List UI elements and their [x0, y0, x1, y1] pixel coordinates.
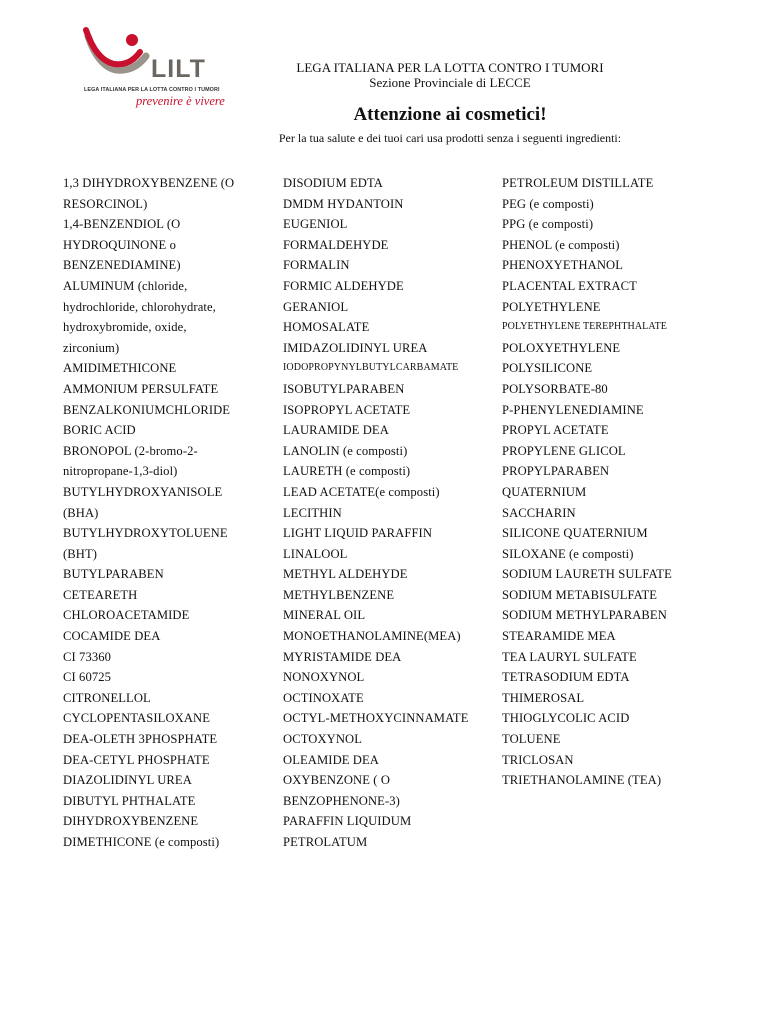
- ingredient-item: DIAZOLIDINYL UREA: [63, 773, 192, 788]
- ingredient-item: 1,4-BENZENDIOL (O: [63, 217, 181, 232]
- ingredient-item: POLYSORBATE-80: [502, 381, 608, 396]
- ingredient-item: SACCHARIN: [502, 505, 576, 520]
- ingredient-item: METHYL ALDEHYDE: [283, 567, 408, 582]
- ingredient-item: PETROLEUM DISTILLATE: [502, 176, 654, 190]
- ingredient-item: (BHT): [63, 546, 98, 561]
- ingredient-item: OLEAMIDE DEA: [283, 752, 379, 767]
- ingredient-item: LIGHT LIQUID PARAFFIN: [283, 526, 433, 541]
- ingredient-item: DISODIUM EDTA: [283, 176, 383, 190]
- ingredient-item: POLOXYETHYLENE: [502, 340, 621, 355]
- ingredient-item: BORIC ACID: [63, 423, 136, 438]
- ingredient-item: PROPYLENE GLICOL: [502, 443, 626, 458]
- ingredient-item: PROPYL ACETATE: [502, 423, 609, 438]
- ingredient-item: PHENOXYETHANOL: [502, 258, 624, 273]
- ingredient-item: OCTYL-METHOXYCINNAMATE: [283, 711, 469, 726]
- ingredient-item: HOMOSALATE: [283, 320, 370, 335]
- ingredient-item: ALUMINUM (chloride,: [63, 278, 188, 293]
- ingredient-item: BENZENEDIAMINE): [63, 258, 181, 273]
- ingredient-item: COCAMIDE DEA: [63, 629, 161, 644]
- ingredient-item: FORMIC ALDEHYDE: [283, 278, 404, 293]
- ingredient-item: PEG (e composti): [502, 196, 594, 211]
- ingredient-item: PETROLATUM: [283, 835, 368, 849]
- page-title: Attenzione ai cosmetici!: [353, 104, 547, 125]
- ingredient-item: PROPYLPARABEN: [502, 464, 610, 479]
- ingredient-item: MYRISTAMIDE DEA: [283, 649, 402, 664]
- ingredient-item: QUATERNIUM: [502, 484, 587, 499]
- ingredient-item: GERANIOL: [283, 299, 349, 314]
- ingredient-item: hydroxybromide, oxide,: [63, 320, 187, 335]
- ingredient-item: TETRASODIUM EDTA: [502, 670, 630, 685]
- logo-subtitle: LEGA ITALIANA PER LA LOTTA CONTRO I TUMORI: [84, 87, 220, 93]
- ingredient-item: DIMETHICONE (e composti): [63, 835, 220, 849]
- ingredient-item: LEAD ACETATE(e composti): [283, 484, 440, 499]
- ingredient-item: PLACENTAL EXTRACT: [502, 278, 637, 293]
- ingredient-item: SODIUM METHYLPARABEN: [502, 608, 667, 623]
- ingredient-item: BUTYLHYDROXYTOLUENE: [63, 526, 228, 541]
- ingredient-item: BRONOPOL (2-bromo-2-: [63, 443, 198, 458]
- ingredient-item: MINERAL OIL: [283, 608, 366, 623]
- ingredient-item: IMIDAZOLIDINYL UREA: [283, 340, 428, 355]
- lilt-emblem-icon: [80, 26, 160, 86]
- ingredient-item: LAURAMIDE DEA: [283, 423, 389, 438]
- ingredient-item: PARAFFIN LIQUIDUM: [283, 814, 412, 829]
- ingredient-item: SODIUM LAURETH SULFATE: [502, 567, 672, 582]
- ingredient-item: CHLOROACETAMIDE: [63, 608, 190, 623]
- ingredient-item: BUTYLPARABEN: [63, 567, 164, 582]
- ingredient-item: PHENOL (e composti): [502, 237, 620, 252]
- ingredient-item: POLYSILICONE: [502, 361, 593, 376]
- ingredient-item: HYDROQUINONE o: [63, 237, 176, 252]
- ingredient-item: AMIDIMETHICONE: [63, 361, 177, 376]
- ingredient-item: AMMONIUM PERSULFATE: [63, 381, 219, 396]
- ingredient-item: zirconium): [63, 340, 120, 355]
- ingredient-item: LECITHIN: [283, 505, 342, 520]
- ingredient-column-1: [63, 173, 278, 853]
- ingredient-item: BENZOPHENONE-3): [283, 793, 400, 808]
- ingredient-item: LANOLIN (e composti): [283, 443, 408, 458]
- ingredient-item: ISOPROPYL ACETATE: [283, 402, 411, 417]
- ingredient-item: CITRONELLOL: [63, 690, 151, 705]
- ingredient-item: P-PHENYLENEDIAMINE: [502, 402, 644, 417]
- ingredient-item: SILICONE QUATERNIUM: [502, 526, 648, 541]
- intro-text: Per la tua salute e dei tuoi cari usa prodotti senza i seguenti ingredienti:: [278, 131, 622, 145]
- ingredient-item: FORMALIN: [283, 258, 350, 273]
- ingredient-item: TRIETHANOLAMINE (TEA): [502, 773, 662, 788]
- ingredient-item: LAURETH (e composti): [283, 464, 411, 479]
- organization-section: Sezione Provinciale di LECCE: [369, 75, 531, 90]
- lilt-logo: [80, 26, 232, 118]
- ingredient-item: NONOXYNOL: [283, 670, 365, 685]
- ingredient-item: CI 73360: [63, 649, 112, 664]
- ingredient-item: DMDM HYDANTOIN: [283, 196, 404, 211]
- ingredient-column-2: [283, 173, 498, 853]
- ingredient-item: CETEARETH: [63, 587, 138, 602]
- ingredient-item: OCTOXYNOL: [283, 732, 363, 747]
- ingredient-item: POLYETHYLENE TEREPHTHALATE: [502, 321, 668, 333]
- ingredient-item: THIOGLYCOLIC ACID: [502, 711, 630, 726]
- ingredient-item: DIHYDROXYBENZENE: [63, 814, 199, 829]
- ingredient-item: OCTINOXATE: [283, 690, 364, 705]
- ingredient-item: EUGENIOL: [283, 217, 348, 232]
- ingredient-item: POLYETHYLENE: [502, 299, 601, 314]
- ingredient-item: TOLUENE: [502, 732, 561, 747]
- ingredient-item: LINALOOL: [283, 546, 348, 561]
- ingredient-item: CYCLOPENTASILOXANE: [63, 711, 211, 726]
- ingredient-item: FORMALDEHYDE: [283, 237, 389, 252]
- ingredient-item: TEA LAURYL SULFATE: [502, 649, 637, 664]
- ingredient-item: MONOETHANOLAMINE(MEA): [283, 629, 461, 644]
- ingredient-item: STEARAMIDE MEA: [502, 629, 616, 644]
- ingredient-item: DEA-CETYL PHOSPHATE: [63, 752, 210, 767]
- ingredient-item: (BHA): [63, 505, 99, 520]
- ingredient-item: BENZALKONIUMCHLORIDE: [63, 402, 231, 417]
- ingredient-item: DIBUTYL PHTHALATE: [63, 793, 196, 808]
- ingredient-item: hydrochloride, chlorohydrate,: [63, 299, 216, 314]
- ingredient-item: DEA-OLETH 3PHOSPHATE: [63, 732, 218, 747]
- ingredient-item: CI 60725: [63, 670, 112, 685]
- ingredient-item: RESORCINOL): [63, 196, 148, 211]
- ingredient-item: METHYLBENZENE: [283, 587, 395, 602]
- logo-name: LILT: [151, 55, 206, 83]
- organization-name: LEGA ITALIANA PER LA LOTTA CONTRO I TUMORI: [296, 60, 604, 75]
- ingredient-item: SODIUM METABISULFATE: [502, 587, 658, 602]
- ingredient-column-3: [502, 173, 732, 791]
- ingredient-item: THIMEROSAL: [502, 690, 585, 705]
- ingredient-item: 1,3 DIHYDROXYBENZENE (O: [63, 176, 235, 190]
- ingredient-item: BUTYLHYDROXYANISOLE: [63, 484, 223, 499]
- ingredient-item: PPG (e composti): [502, 217, 594, 232]
- ingredient-item: SILOXANE (e composti): [502, 546, 634, 561]
- ingredient-item: ISOBUTYLPARABEN: [283, 381, 405, 396]
- logo-slogan: prevenire è vivere: [136, 94, 225, 108]
- ingredient-item: TRICLOSAN: [502, 752, 574, 767]
- ingredient-item: IODOPROPYNYLBUTYLCARBAMATE: [283, 362, 459, 374]
- ingredient-item: nitropropane-1,3-diol): [63, 464, 178, 479]
- ingredient-item: OXYBENZONE ( O: [283, 773, 391, 788]
